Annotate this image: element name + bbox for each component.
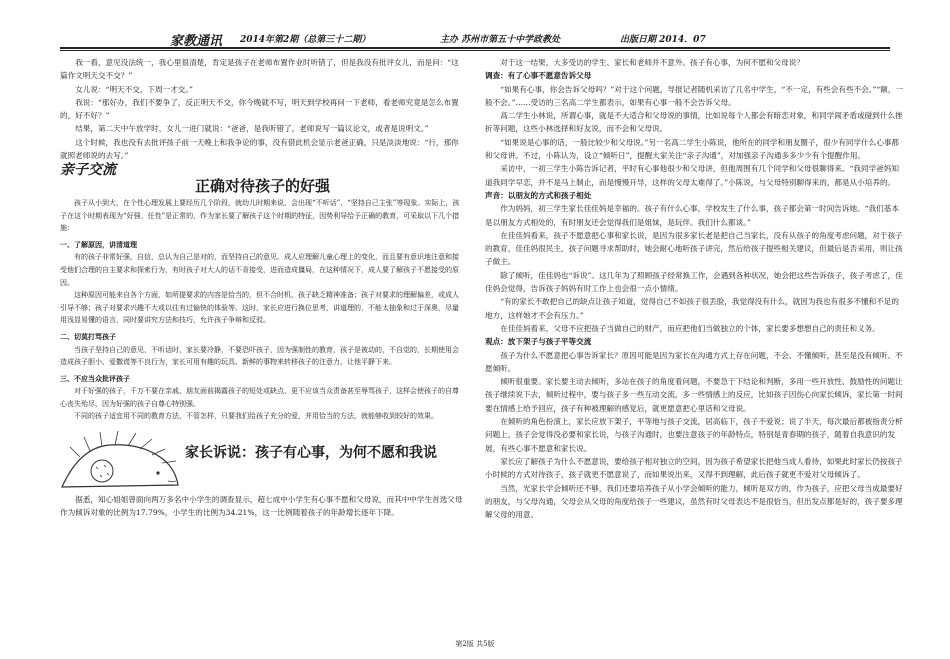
intro-paragraph: 我说：“那好办，我们不要争了，反正明天不交，你今晚就不写，明天到学校再问一下老师，看老师究竟是怎么布置的，好不好？” bbox=[60, 97, 459, 121]
masthead-rule-thin bbox=[60, 50, 890, 51]
body-paragraph: “如果有心事，你会告诉父母吗？”对于这个问题，导报记者随机采访了几名中学生，“不一定，有些会有些不会。”“额，一般不会。”……受访的三名高二学生都表示，如果有心事一般不会告诉父母。 bbox=[485, 84, 904, 107]
body-paragraph: “如果说是心事的话，一般比较少和父母说。”另一名高二学生小陈说，他所在的同学和朋友圈子，很少有同学什么心事都和父母讲。不过，小陈认为，设立“倾听日”，提醒大家关注“亲子沟通”，对加强亲子沟通多多少少有个提醒作用。 bbox=[485, 137, 900, 161]
body-paragraph: 倾听很重要。家长要主动去倾听，多站在孩子的角度看问题，不要急于下结论和判断，多用一些开放性、鼓励性的问题让孩子继续说下去，倾听过程中，要与孩子多一些互动交流，多一些情感上的反应，比如孩子因伤心向家长倾诉，家长第一时间要在情感上给予回应，孩子有种被理解的感觉后，就更愿意把心里话和父母说。 bbox=[485, 377, 903, 413]
point-heading: 一、了解原因，讲清道理 bbox=[60, 239, 137, 249]
page-footer: 第2版 共5版 bbox=[455, 640, 495, 648]
intro-paragraph: 女儿说：“明天不交，下周一才交。” bbox=[75, 84, 194, 94]
point-paragraph: 这种原因可能来自各个方面，如所提要求的内容是恰当的，但不合时机，孩子缺乏精神准备；孩子对要求的理解偏差，或成人引导不够；孩子对要求兴趣不大或以往有过愉快的体验等。这时，家长应进行换位思考，讲道理的，不能太抽象和过于深奥，尽量用浅显易懂的语言，同时要讲究方法和技巧，允许孩子争辩和反驳。 bbox=[60, 291, 459, 325]
article-points bbox=[60, 239, 465, 423]
body-paragraph: 采访中，一初三学生小陈告诉记者，平时有心事他很少和父母讲，但他周围有几个同学和父母很聊得来。“我同学爸妈知道我同学早恋，并不是马上制止，而是慢慢开导，这样的父母太难得了。”小陈说，与父母特别聊得来的，都是从小培养的。 bbox=[485, 164, 899, 187]
feature-banner bbox=[60, 427, 465, 493]
article-intro: 孩子从小到大，在个性心理发展上要经历几个阶段，就幼儿时期来说，会出现“不听话”、“坚持自己主张”等现象。实际上，孩子在这个时期表现为“好强、任性”是正常的，作为家长要了解孩子这个时期的特征，因势利导给予正确的教育，可采取以下几个措施： bbox=[60, 198, 460, 233]
point-heading: 三、不应当众批评孩子 bbox=[60, 373, 130, 383]
section-label: 亲子交流 bbox=[60, 162, 116, 179]
point-heading: 二、切莫打骂孩子 bbox=[60, 331, 116, 341]
banner-title: 家长诉说：孩子有心事，为何不愿和我说 bbox=[185, 445, 437, 462]
intro-paragraph: 我一看，意见没法统一，我心里很清楚，肯定是孩子在老师布置作业时听错了，但是我没有批评女儿，而是问：“这篇作文明天交不交？” bbox=[60, 58, 459, 81]
masthead-rule bbox=[60, 47, 890, 49]
point-paragraph: 当孩子坚持自己的意见，不听话时，家长要冷静，不要恐吓孩子，因为强制性的教育，孩子是被动的，不自觉的，长期使用会造成孩子胆小、爱撒谎等不良行为，家长可用有趣的玩具、新鲜的事物来转移孩子的注意力，让他平静下来。 bbox=[60, 345, 459, 367]
newsletter-title: 家教通讯 bbox=[170, 34, 223, 49]
intro-paragraph: 结果，第二天中午放学时，女儿一进门就说：“爸爸，是我听错了，老师说写一篇议论文，或者是说明文。” bbox=[75, 124, 429, 134]
left-column bbox=[60, 56, 465, 520]
body-paragraph: 作为妈妈，初三学生家长佳佳妈是幸福的。孩子有什么心事，学校发生了什么事，孩子都会第一时间告诉她。“我们基本是以朋友方式相处的，有时朋友还会觉得我们是姐妹，是玩伴。我们什么都谈。” bbox=[485, 204, 899, 227]
right-column bbox=[485, 56, 905, 521]
body-paragraph: 高二学生小林说，所谓心事，就是不大适合和父母说的事情，比如说每个人都会有暗恋对象，和同学闹矛盾或碰到什么挫折等问题，这些小林选择和好友说，而不会和父母说。 bbox=[485, 111, 903, 134]
body-paragraph: 在佳佳妈看来，父母不应把孩子当做自己的财产，而应把他们当做独立的个体，家长要多想想自己的责任和义务。 bbox=[500, 323, 880, 333]
point-paragraph: 不同的孩子适宜用不同的教育方法，不管怎样，只要我们给孩子充分的爱，并用恰当的方法，就能够收到较好的效果。 bbox=[74, 412, 438, 421]
point-paragraph: 有的孩子非常好强，自信，总认为自己是对的，而坚持自己的意见。成人应理解儿童心理上的变化，而且要有意识地注意和接受他们合理的自主要求和探索行为，有时孩子对大人的话不肯接受，进而造成僵局，在这种情况下，成人要了解孩子不愿接受的原因。 bbox=[60, 253, 459, 287]
banner-paragraph: 据悉，知心姐姐曾面向两万多名中小学生的调查显示，超七成中小学生有心事不愿和父母说，而其中中学生首选父母作为倾诉对象的比例为17.79%，小学生的比例为34.21%，这一比例随着孩子的年龄增长逐年下降。 bbox=[60, 495, 463, 518]
body-paragraph: “有的家长不敢把自己的缺点让孩子知道，觉得自己不如孩子很丢脸，我觉得没有什么，就因为我也有很多不懂和不足的地方，这样她才不会有压力。” bbox=[485, 297, 899, 320]
subheading: 观点：放下架子与孩子平等交流 bbox=[485, 337, 592, 347]
article-body bbox=[60, 197, 465, 423]
masthead bbox=[60, 30, 890, 50]
intro-paragraph: 这个时候，我也没有去批评孩子前一天晚上和我争论的事，没有借此机会显示老爸正确，只是淡淡地说：“行，那你就照老师说的去写。” bbox=[60, 137, 459, 161]
subheading: 声音：以朋友的方式和孩子相处 bbox=[485, 190, 592, 200]
body-paragraph: 在佳佳妈看来，孩子不愿意把心事和家长说，是因为很多家长老是把自己当家长，没有从孩子的角度考虑问题，对于孩子的教育，佳佳妈很民主，孩子问题寻求帮助时，她会耐心地听孩子讲完，然后给孩子提些相关建议，但最后是否采用，则让孩子做主。 bbox=[485, 230, 903, 267]
subheading: 调查：有了心事不愿意告诉父母 bbox=[485, 71, 592, 81]
hedgehog-illustration bbox=[60, 427, 185, 493]
article-title: 正确对待孩子的好强 bbox=[194, 176, 330, 195]
publish-date: 出版日期 2014．07 bbox=[620, 35, 706, 45]
body-paragraph: 除了倾听，佳佳妈也“诉说”。这几年为了照顾孩子经常换工作，会遇到各种状况，她会把这些告诉孩子，孩子考虑了，佳佳妈会觉得，告诉孩子妈妈有时工作上也会很一点小情绪。 bbox=[485, 270, 903, 294]
intro-story bbox=[60, 56, 465, 162]
body-paragraph: 在倾听的角色扮演上，家长应放下架子，平等地与孩子交流，居高临下，孩子不爱说；说了半天，每次最后都被指责分析问题上，孩子会觉得没必要和家长说，与孩子沟通时，也要注意孩子的年龄特点，特别是青春期的孩子，随着自我意识的发展，有些心事不愿意和家长说。 bbox=[485, 417, 903, 453]
body-paragraph: 孩子为什么不愿意把心事告诉家长？原因可能是因为家长在沟通方式上存在问题，不会、不懂倾听，甚至是没有倾听、不愿倾听。 bbox=[485, 350, 903, 373]
body-paragraph: 家长应了解孩子为什么不愿意说，要给孩子相对独立的空间，因为孩子希望家长把他当成人看待，如果此时家长仍按孩子小时候的方式对待孩子，孩子就更不愿意说了，而如果说出来，又得不到理解，此后孩子就更不爱对父母倾诉了。 bbox=[485, 456, 903, 480]
publisher: 主办 苏州市第五十中学政教处 bbox=[440, 35, 561, 45]
body-paragraph: 当然，光家长学会倾听还不够，我们还要培养孩子从小学会倾听的能力，倾听是双方的，作为孩子，应把父母当成最要好的朋友，与父母沟通，父母会从父母的角度给孩子一些建议，虽然有时父母表达不是很恰当，但出发点都是好的，孩子要多理解父母的用意。 bbox=[485, 483, 903, 520]
point-paragraph: 对于好强的孩子，千万不要在亲戚、朋友面前揭露孩子的短处或缺点，更不应该当众责备甚至辱骂孩子，这样会使孩子的自尊心丧失殆尽，因为好强的孩子自尊心特别强。 bbox=[60, 387, 459, 408]
body-paragraph: 对于这一结果，大多受访的学生、家长和老师并不意外。孩子有心事，为何不愿和父母说？ bbox=[500, 58, 804, 67]
issue-number: 2014年第2期（总第三十二期） bbox=[240, 35, 371, 45]
